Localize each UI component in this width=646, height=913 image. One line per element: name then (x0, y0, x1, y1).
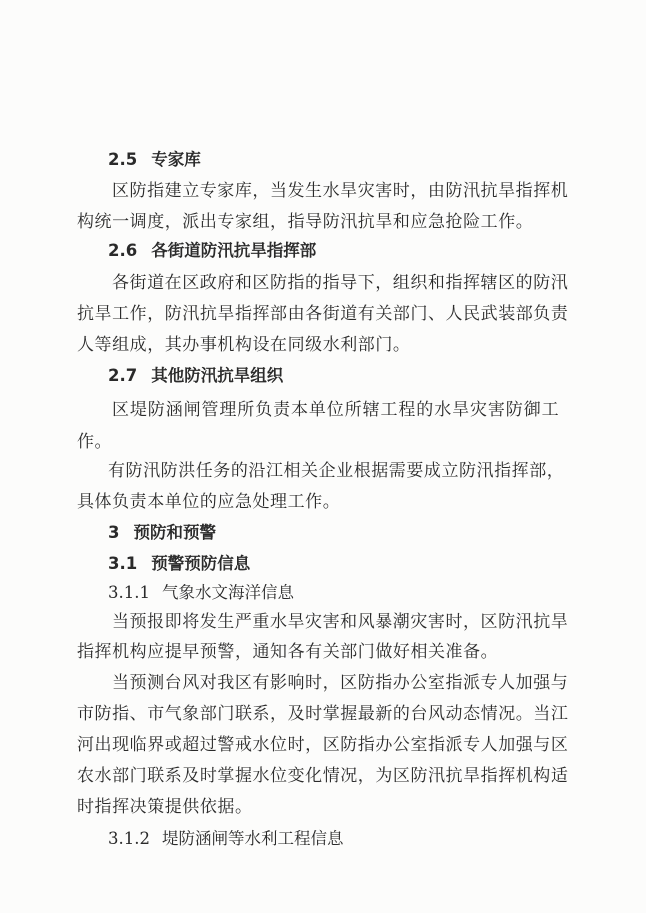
heading-title: 预防和预警 (133, 523, 216, 542)
paragraph-line: 时指挥决策提供依据。 (77, 797, 253, 817)
paragraph-line: 抗旱工作，防汛抗旱指挥部由各街道有关部门、人民武装部负责 (77, 304, 569, 324)
paragraph-line: 有防汛防洪任务的沿江相关企业根据需要成立防汛指挥部， (108, 461, 565, 481)
heading-title: 堤防涵闸等水利工程信息 (161, 829, 344, 848)
heading-3-1-2 (108, 829, 343, 849)
paragraph-line: 当预测台风对我区有影响时，区防指办公室指派专人加强与 (112, 673, 569, 693)
heading-2-7 (108, 366, 283, 386)
heading-number: 2.6 (108, 241, 138, 260)
heading-number: 3.1.2 (108, 829, 150, 848)
heading-title: 专家库 (151, 150, 201, 169)
heading-title: 气象水文海洋信息 (161, 583, 294, 602)
heading-3 (108, 523, 216, 543)
heading-number: 3.1 (108, 554, 138, 573)
paragraph-line: 人等组成，其办事机构设在同级水利部门。 (77, 335, 411, 355)
heading-2-6 (108, 241, 316, 261)
heading-title: 预警预防信息 (151, 554, 251, 573)
paragraph-line: 具体负责本单位的应急处理工作。 (77, 492, 341, 512)
heading-3-1-1 (108, 583, 294, 603)
paragraph-line: 构统一调度，派出专家组，指导防汛抗旱和应急抢险工作。 (77, 212, 534, 232)
heading-2-5 (108, 150, 201, 170)
paragraph-line: 区防指建立专家库，当发生水旱灾害时，由防汛抗旱指挥机 (112, 181, 569, 201)
heading-title: 其他防汛抗旱组织 (151, 366, 284, 385)
paragraph-line: 指挥机构应提早预警，通知各有关部门做好相关准备。 (77, 642, 499, 662)
heading-title: 各街道防汛抗旱指挥部 (151, 241, 317, 260)
paragraph-line: 各街道在区政府和区防指的指导下，组织和指挥辖区的防汛 (112, 273, 569, 293)
paragraph-line: 农水部门联系及时掌握水位变化情况，为区防汛抗旱指挥机构适 (77, 766, 569, 786)
paragraph-line: 河出现临界或超过警戒水位时，区防指办公室指派专人加强与区 (77, 735, 569, 755)
heading-number: 3.1.1 (108, 583, 150, 602)
heading-number: 2.7 (108, 366, 138, 385)
paragraph-line: 区堤防涵闸管理所负责本单位所辖工程的水旱灾害防御工 (112, 400, 560, 420)
paragraph-line: 当预报即将发生严重水旱灾害和风暴潮灾害时，区防汛抗旱 (112, 612, 569, 632)
heading-number: 2.5 (108, 150, 138, 169)
heading-3-1 (108, 554, 250, 574)
paragraph-line: 作。 (77, 432, 113, 452)
heading-number: 3 (108, 523, 120, 542)
paragraph-line: 市防指、市气象部门联系，及时掌握最新的台风动态情况。当江 (77, 704, 569, 724)
